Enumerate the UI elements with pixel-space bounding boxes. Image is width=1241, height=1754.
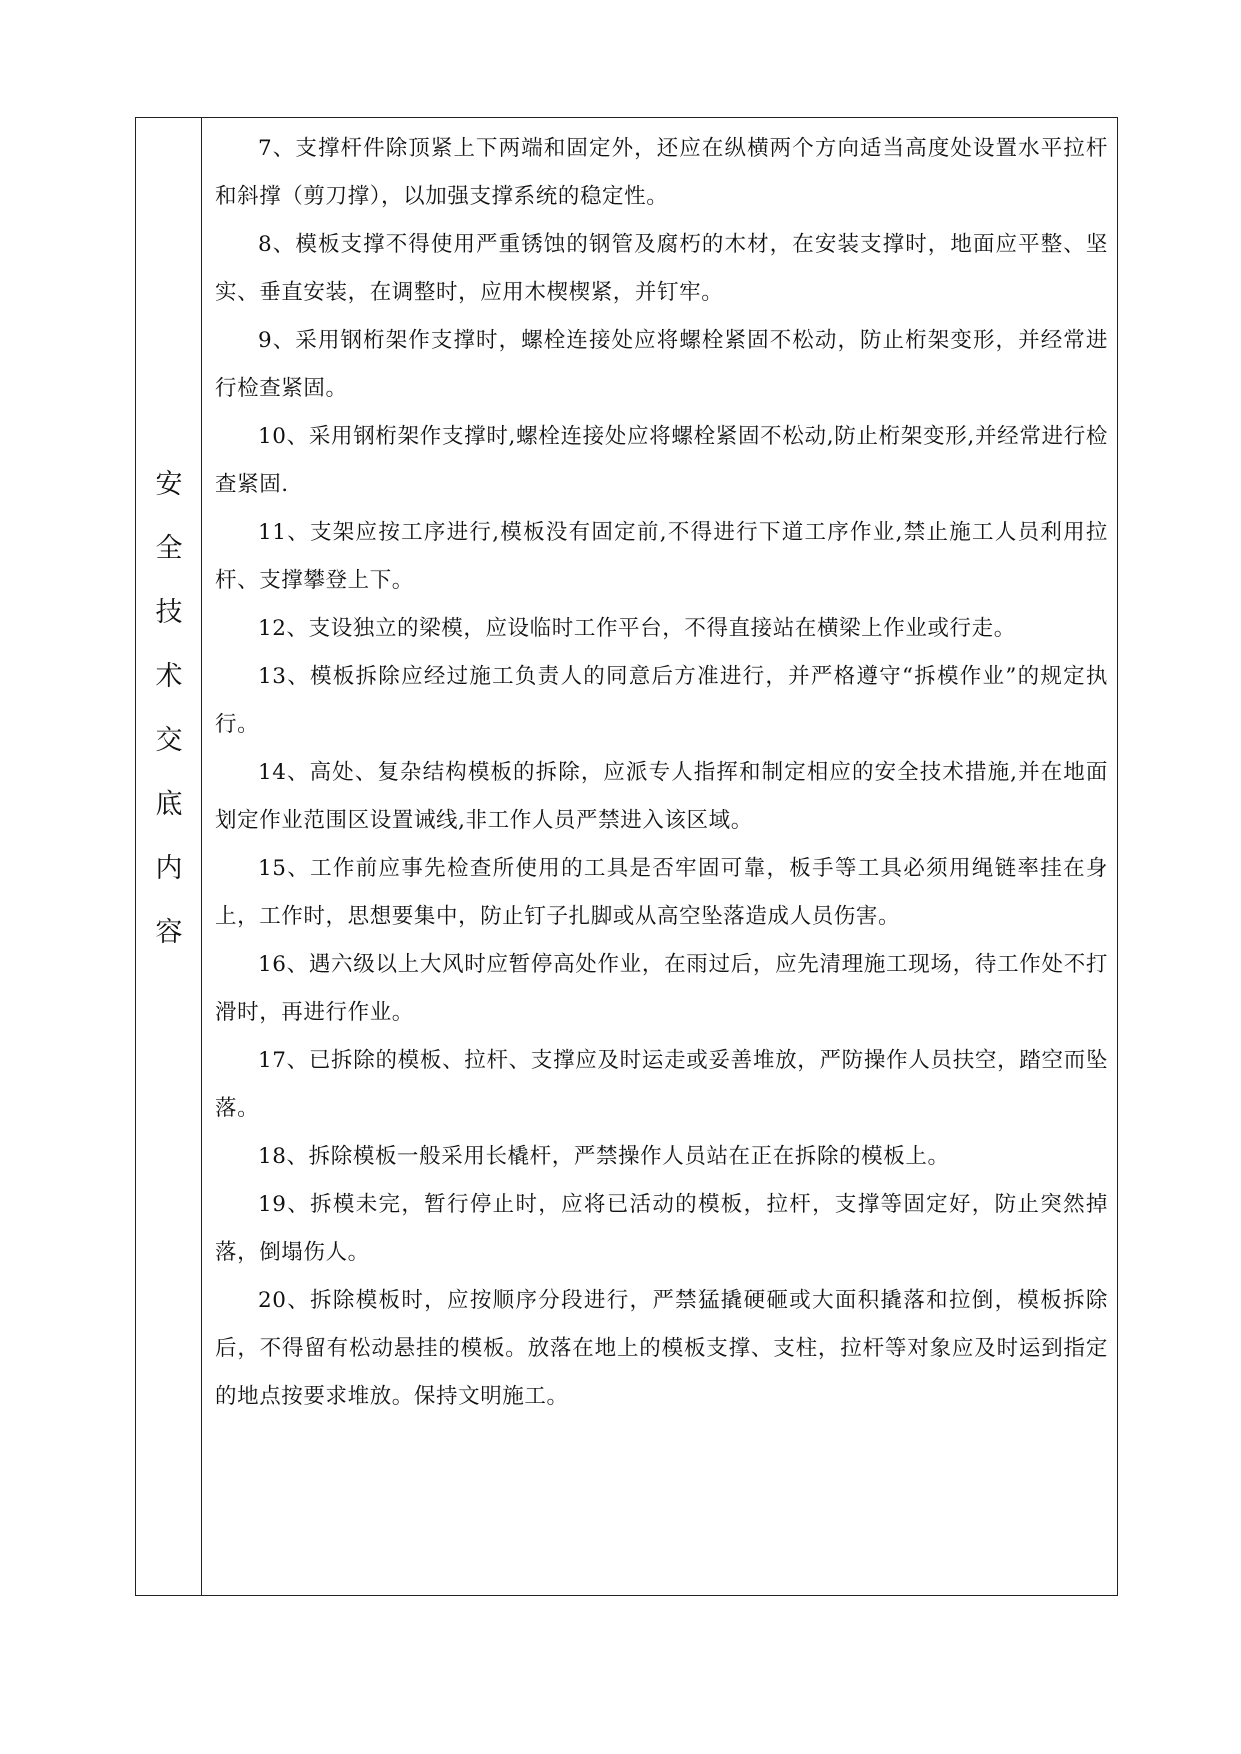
clause-item-16: 16、遇六级以上大风时应暂停高处作业，在雨过后，应先清理施工现场，待工作处不打滑时，再进行作业。 — [215, 952, 1108, 1025]
clause-item-20: 20、拆除模板时，应按顺序分段进行，严禁猛撬硬砸或大面积撬落和拉倒，模板拆除后，不得留有松动悬挂的模板。放落在地上的模板支撑、支柱，拉杆等对象应及时运到指定的地点按要求堆放。保持文明施工。 — [215, 1288, 1108, 1409]
clause-item-11: 11、支架应按工序进行,模板没有固定前,不得进行下道工序作业,禁止施工人员利用拉杆、支撑攀登上下。 — [215, 520, 1108, 593]
clause-item-8: 8、模板支撑不得使用严重锈蚀的钢管及腐朽的木材，在安装支撑时，地面应平整、坚实、垂直安装，在调整时，应用木楔楔紧，并钉牢。 — [215, 232, 1108, 305]
section-label-char: 底 — [155, 789, 183, 820]
content-cell — [215, 125, 1108, 1421]
section-label-char: 术 — [155, 661, 183, 692]
clause-item-19: 19、拆模未完，暂行停止时，应将已活动的模板，拉杆，支撑等固定好，防止突然掉落，倒塌伤人。 — [215, 1192, 1108, 1265]
clause-item-7: 7、支撑杆件除顶紧上下两端和固定外，还应在纵横两个方向适当高度处设置水平拉杆和斜撑（剪刀撑），以加强支撑系统的稳定性。 — [215, 136, 1108, 209]
section-label-char: 交 — [155, 725, 183, 756]
section-label-cell — [136, 118, 202, 1595]
section-label — [136, 453, 202, 965]
clause-item-12: 12、支设独立的梁模，应设临时工作平台，不得直接站在横梁上作业或行走。 — [258, 616, 1016, 641]
clause-item-13: 13、模板拆除应经过施工负责人的同意后方准进行，并严格遵守“拆模作业”的规定执行。 — [215, 664, 1108, 737]
section-label-char: 安 — [155, 469, 183, 500]
section-label-char: 内 — [155, 853, 183, 884]
safety-disclosure-table — [135, 117, 1118, 1596]
clause-item-9: 9、采用钢桁架作支撑时，螺栓连接处应将螺栓紧固不松动，防止桁架变形，并经常进行检查紧固。 — [215, 328, 1108, 401]
clause-item-15: 15、工作前应事先检查所使用的工具是否牢固可靠，板手等工具必须用绳链率挂在身上，工作时，思想要集中，防止钉子扎脚或从高空坠落造成人员伤害。 — [215, 856, 1108, 929]
clause-item-14: 14、高处、复杂结构模板的拆除，应派专人指挥和制定相应的安全技术措施,并在地面划定作业范围区设置诫线,非工作人员严禁进入该区域。 — [215, 760, 1108, 833]
clause-item-18: 18、拆除模板一般采用长橇杆，严禁操作人员站在正在拆除的模板上。 — [258, 1144, 950, 1169]
clause-item-17: 17、已拆除的模板、拉杆、支撑应及时运走或妥善堆放，严防操作人员扶空，踏空而坠落。 — [215, 1048, 1108, 1121]
section-label-char: 技 — [155, 597, 183, 628]
section-label-char: 容 — [155, 917, 183, 948]
section-label-char: 全 — [155, 533, 183, 564]
clause-item-10: 10、采用钢桁架作支撑时,螺栓连接处应将螺栓紧固不松动,防止桁架变形,并经常进行检查紧固. — [215, 424, 1108, 497]
